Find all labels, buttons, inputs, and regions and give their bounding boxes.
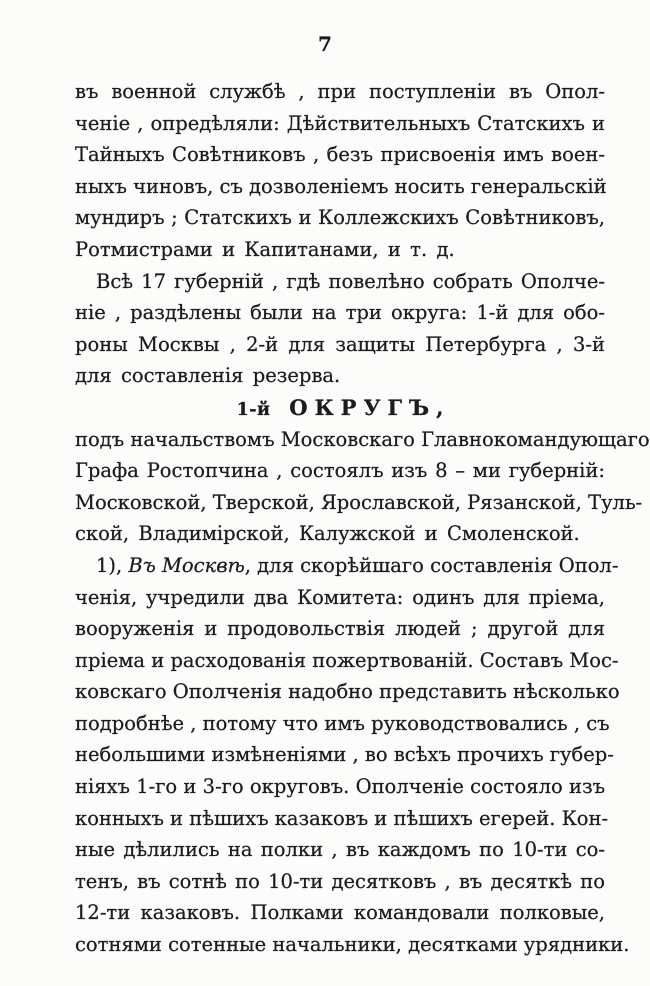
- text-line: Ротмистрами и Капитанами, и т. д.: [75, 237, 455, 261]
- paragraph-districts: [75, 266, 605, 392]
- text-line: сотнями сотенные начальники, десятками урядники.: [75, 933, 630, 957]
- text-line: пріема и расходованія пожертвованій. Составъ Мос-: [75, 648, 619, 672]
- text-line: ской, Владимірской, Калужской и Смоленской.: [75, 522, 580, 546]
- text-line: тенъ, въ сотнѣ по 10-ти десятковъ , въ десяткѣ по: [75, 869, 605, 893]
- text-line: подробнѣе , потому что имъ руководствовались , съ: [75, 711, 610, 735]
- text-line: ніе , раздѣлены были на три округа: 1-й для обо-: [75, 301, 605, 325]
- text-line: Тайныхъ Совѣтниковъ , безъ присвоенія имъ воен-: [75, 143, 605, 167]
- text-line: ныхъ чиновъ, съ дозволеніемъ носить генеральскій: [75, 174, 607, 198]
- text-line: Всѣ 17 губерній , гдѣ повелѣно собрать Ополче-: [96, 269, 605, 293]
- text-run-italic: Въ Москвѣ: [128, 553, 245, 577]
- section-heading-number: 1-й: [236, 399, 271, 420]
- text-line: небольшими измѣненіями , во всѣхъ прочихъ губер-: [75, 743, 614, 767]
- text-line: роны Москвы , 2-й для защиты Петербурга , 3-й: [75, 332, 605, 356]
- paragraph-continuation: [75, 76, 605, 266]
- text-line: Графа Ростопчина , состоялъ изъ 8 – ми губерній:: [75, 459, 605, 483]
- text-line: вооруженія и продовольствія людей ; другой для: [75, 617, 605, 641]
- text-line: подъ начальствомъ Московскаго Главнокомандующаго: [75, 427, 650, 451]
- text-line: для составленія резерва.: [75, 364, 341, 388]
- text-line: мундиръ ; Статскихъ и Коллежскихъ Совѣтниковъ,: [75, 206, 605, 230]
- paragraph-moscow: [75, 550, 630, 961]
- text-line: въ военной службѣ , при поступленіи въ Опол-: [75, 80, 605, 103]
- text-line: 12-ти казаковъ. Полками командовали полковые,: [75, 901, 605, 925]
- section-heading-comma: ,: [436, 394, 444, 420]
- text-line: конныхъ и пѣшихъ казаковъ и пѣшихъ егерей. Кон-: [75, 806, 609, 830]
- text-run: , для скорѣйшаго составленія Опол-: [244, 553, 619, 577]
- text-line: ченіе , опредѣляли: Дѣйствительныхъ Статскихъ и: [75, 111, 605, 135]
- page-text: [75, 76, 650, 961]
- text-line: ченія, учредили два Комитета: одинъ для пріема,: [75, 585, 605, 609]
- section-heading-title: ОКРУГЪ: [289, 394, 437, 420]
- text-line: [75, 550, 619, 582]
- text-line: ніяхъ 1-го и 3-го округовъ. Ополченіе состояло изъ: [75, 775, 605, 799]
- text-run: 1),: [96, 553, 129, 577]
- text-line: Московской, Тверской, Ярославской, Рязанской, Туль-: [75, 490, 643, 514]
- text-line: ные дѣлились на полки , въ каждомъ по 10-ти со-: [75, 838, 605, 862]
- text-line: ковскаго Ополченія надобно представить нѣсколько: [75, 680, 620, 704]
- page-number: 7: [318, 32, 332, 56]
- section-heading: [75, 392, 605, 424]
- paragraph-first-district: [75, 424, 650, 550]
